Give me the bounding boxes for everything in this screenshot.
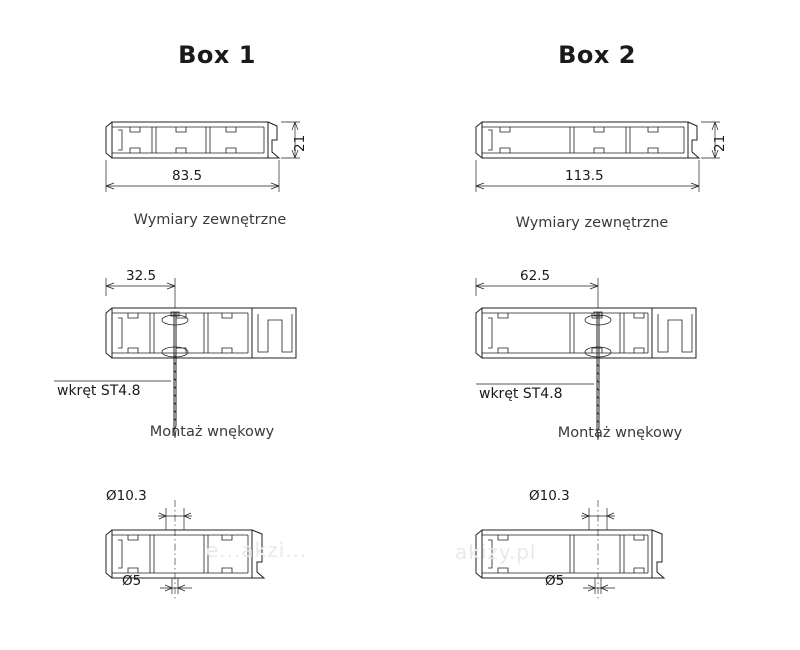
watermark-right: akizy.pl <box>455 540 537 564</box>
caption-box1-mounting: Montaż wnękowy <box>149 424 275 440</box>
dim-box1-hole-small: Ø5 <box>122 573 142 589</box>
box2-screw <box>594 312 602 440</box>
label-box2-screw: wkręt ST4.8 <box>479 386 563 402</box>
box2-hole-dimensions <box>581 500 615 600</box>
caption-box2-external: Wymiary zewnętrzne <box>515 215 669 231</box>
dim-box1-height: 21 <box>292 134 308 152</box>
box2-profile-outline-view1 <box>476 122 699 158</box>
box1-dimension-lines-view1 <box>106 122 300 192</box>
box1-profile-outline-view1 <box>106 122 279 158</box>
box2-profile-outline-view2 <box>476 308 696 358</box>
caption-box1-external: Wymiary zewnętrzne <box>133 212 287 228</box>
box1-screw <box>171 312 179 438</box>
column-title-box1: Box 1 <box>178 41 256 69</box>
box1-hole-dimensions <box>158 500 192 600</box>
box1-profile-outline-view2 <box>106 308 296 358</box>
dim-box2-screw-offset: 62.5 <box>520 268 551 284</box>
column-title-box2: Box 2 <box>558 41 636 69</box>
dim-box2-hole-small: Ø5 <box>545 573 565 589</box>
label-box1-screw: wkręt ST4.8 <box>57 383 141 399</box>
dim-box2-hole-large: Ø10.3 <box>529 488 570 504</box>
dim-box1-hole-large: Ø10.3 <box>106 488 147 504</box>
dim-box2-height: 21 <box>712 134 728 152</box>
dim-box1-screw-offset: 32.5 <box>126 268 157 284</box>
watermark-left: e...akzi... <box>206 538 308 562</box>
dim-box1-width: 83.5 <box>172 168 203 184</box>
caption-box2-mounting: Montaż wnękowy <box>557 425 683 441</box>
dim-box2-width: 113.5 <box>565 168 604 184</box>
